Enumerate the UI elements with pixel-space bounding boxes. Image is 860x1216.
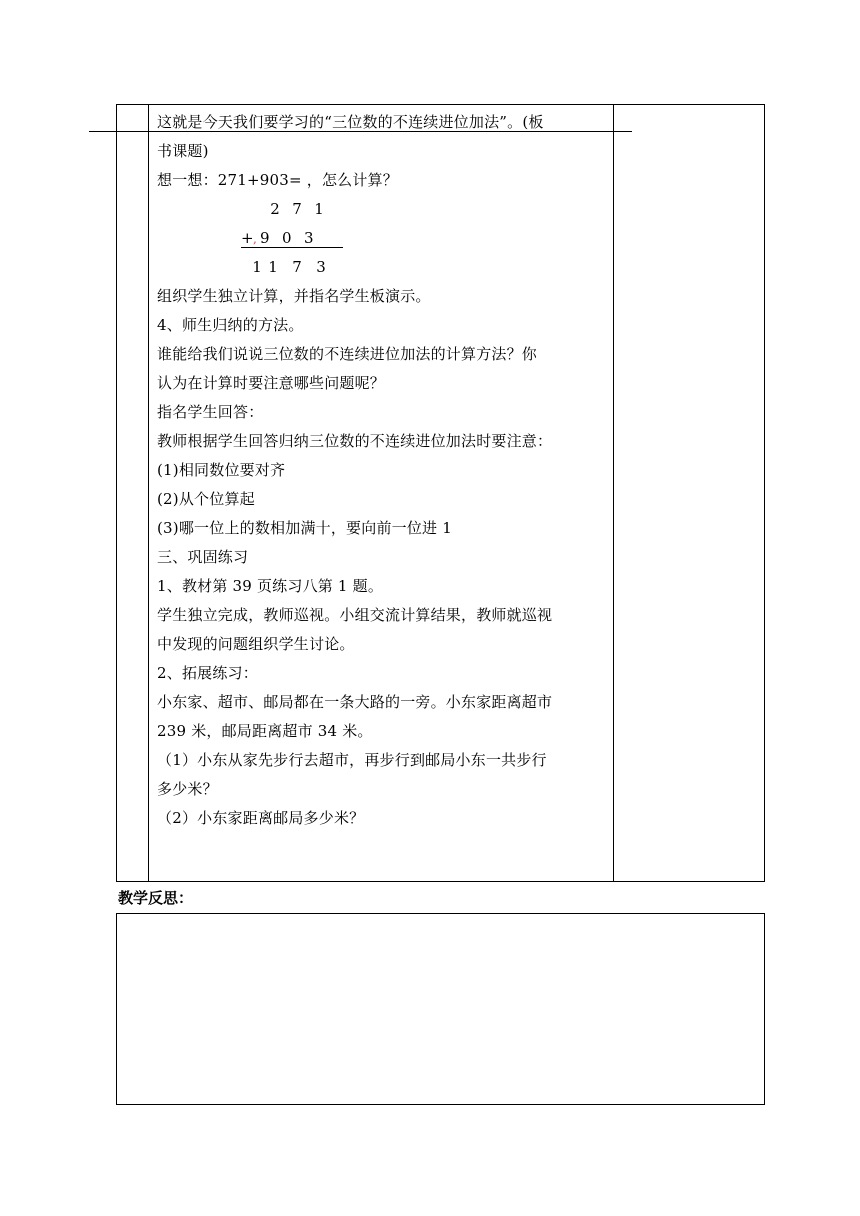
sum-row [249, 253, 329, 282]
text-line: 小东家、超市、邮局都在一条大路的一旁。小东家距离超市 [157, 693, 553, 711]
digit: 0 [282, 229, 292, 247]
text-line: (3)哪一位上的数相加满十，要向前一位进 1 [157, 519, 452, 537]
text-line: 多少米？ [157, 780, 218, 798]
digit: 2 [270, 200, 280, 218]
digit: 7 [292, 200, 302, 218]
reflection-title: 教学反思： [118, 889, 194, 907]
reflection-box [116, 913, 765, 1105]
text-line: 4、师生归纳的方法。 [157, 316, 304, 334]
digit: 7 [292, 258, 302, 276]
vertical-addition [157, 195, 609, 282]
text-line: 中发现的问题组织学生讨论。 [157, 635, 355, 653]
text-line: 教师根据学生回答归纳三位数的不连续进位加法时要注意： [157, 432, 553, 450]
plus-sign: + [241, 229, 254, 247]
text-line: 学生独立完成，教师巡视。小组交流计算结果，教师就巡视 [157, 606, 553, 624]
text-line: 这就是今天我们要学习的“三位数的不连续进位加法”。(板 [157, 113, 544, 131]
text-line: 谁能给我们说说三位数的不连续进位加法的计算方法？你 [157, 345, 538, 363]
digit: 1 [268, 258, 278, 276]
text-line: 指名学生回答： [157, 403, 264, 421]
text-line: (1)相同数位要对齐 [157, 461, 286, 479]
text-line: 书课题) [157, 142, 209, 160]
text-line: 1、教材第 39 页练习八第 1 题。 [157, 577, 384, 595]
table-right-column [613, 105, 765, 881]
text-line: （2）小东家距离邮局多少米？ [157, 809, 365, 827]
digit: 9 [260, 229, 270, 247]
text-line: 想一想：271+903= ，怎么计算？ [157, 171, 398, 189]
table-left-column [117, 105, 149, 881]
text-line: 2、拓展练习： [157, 664, 258, 682]
addend-row-1 [267, 195, 327, 224]
text-line: 239 米，邮局距离超市 34 米。 [157, 722, 373, 740]
digit: 3 [316, 258, 326, 276]
addend-row-2 [241, 224, 317, 253]
sum-underline [241, 247, 343, 248]
digit: 3 [304, 229, 314, 247]
red-mark-icon: , [253, 232, 257, 246]
text-line: 认为在计算时要注意哪些问题呢？ [157, 374, 386, 392]
text-line: 三、巩固练习 [157, 548, 249, 566]
text-line: 组织学生独立计算，并指名学生板演示。 [157, 287, 431, 305]
text-line: (2)从个位算起 [157, 490, 255, 508]
text-line: （1）小东从家先步行去超市，再步行到邮局小东一共步行 [157, 751, 547, 769]
digit: 1 [252, 258, 262, 276]
lesson-content [157, 108, 609, 833]
digit: 1 [314, 200, 324, 218]
